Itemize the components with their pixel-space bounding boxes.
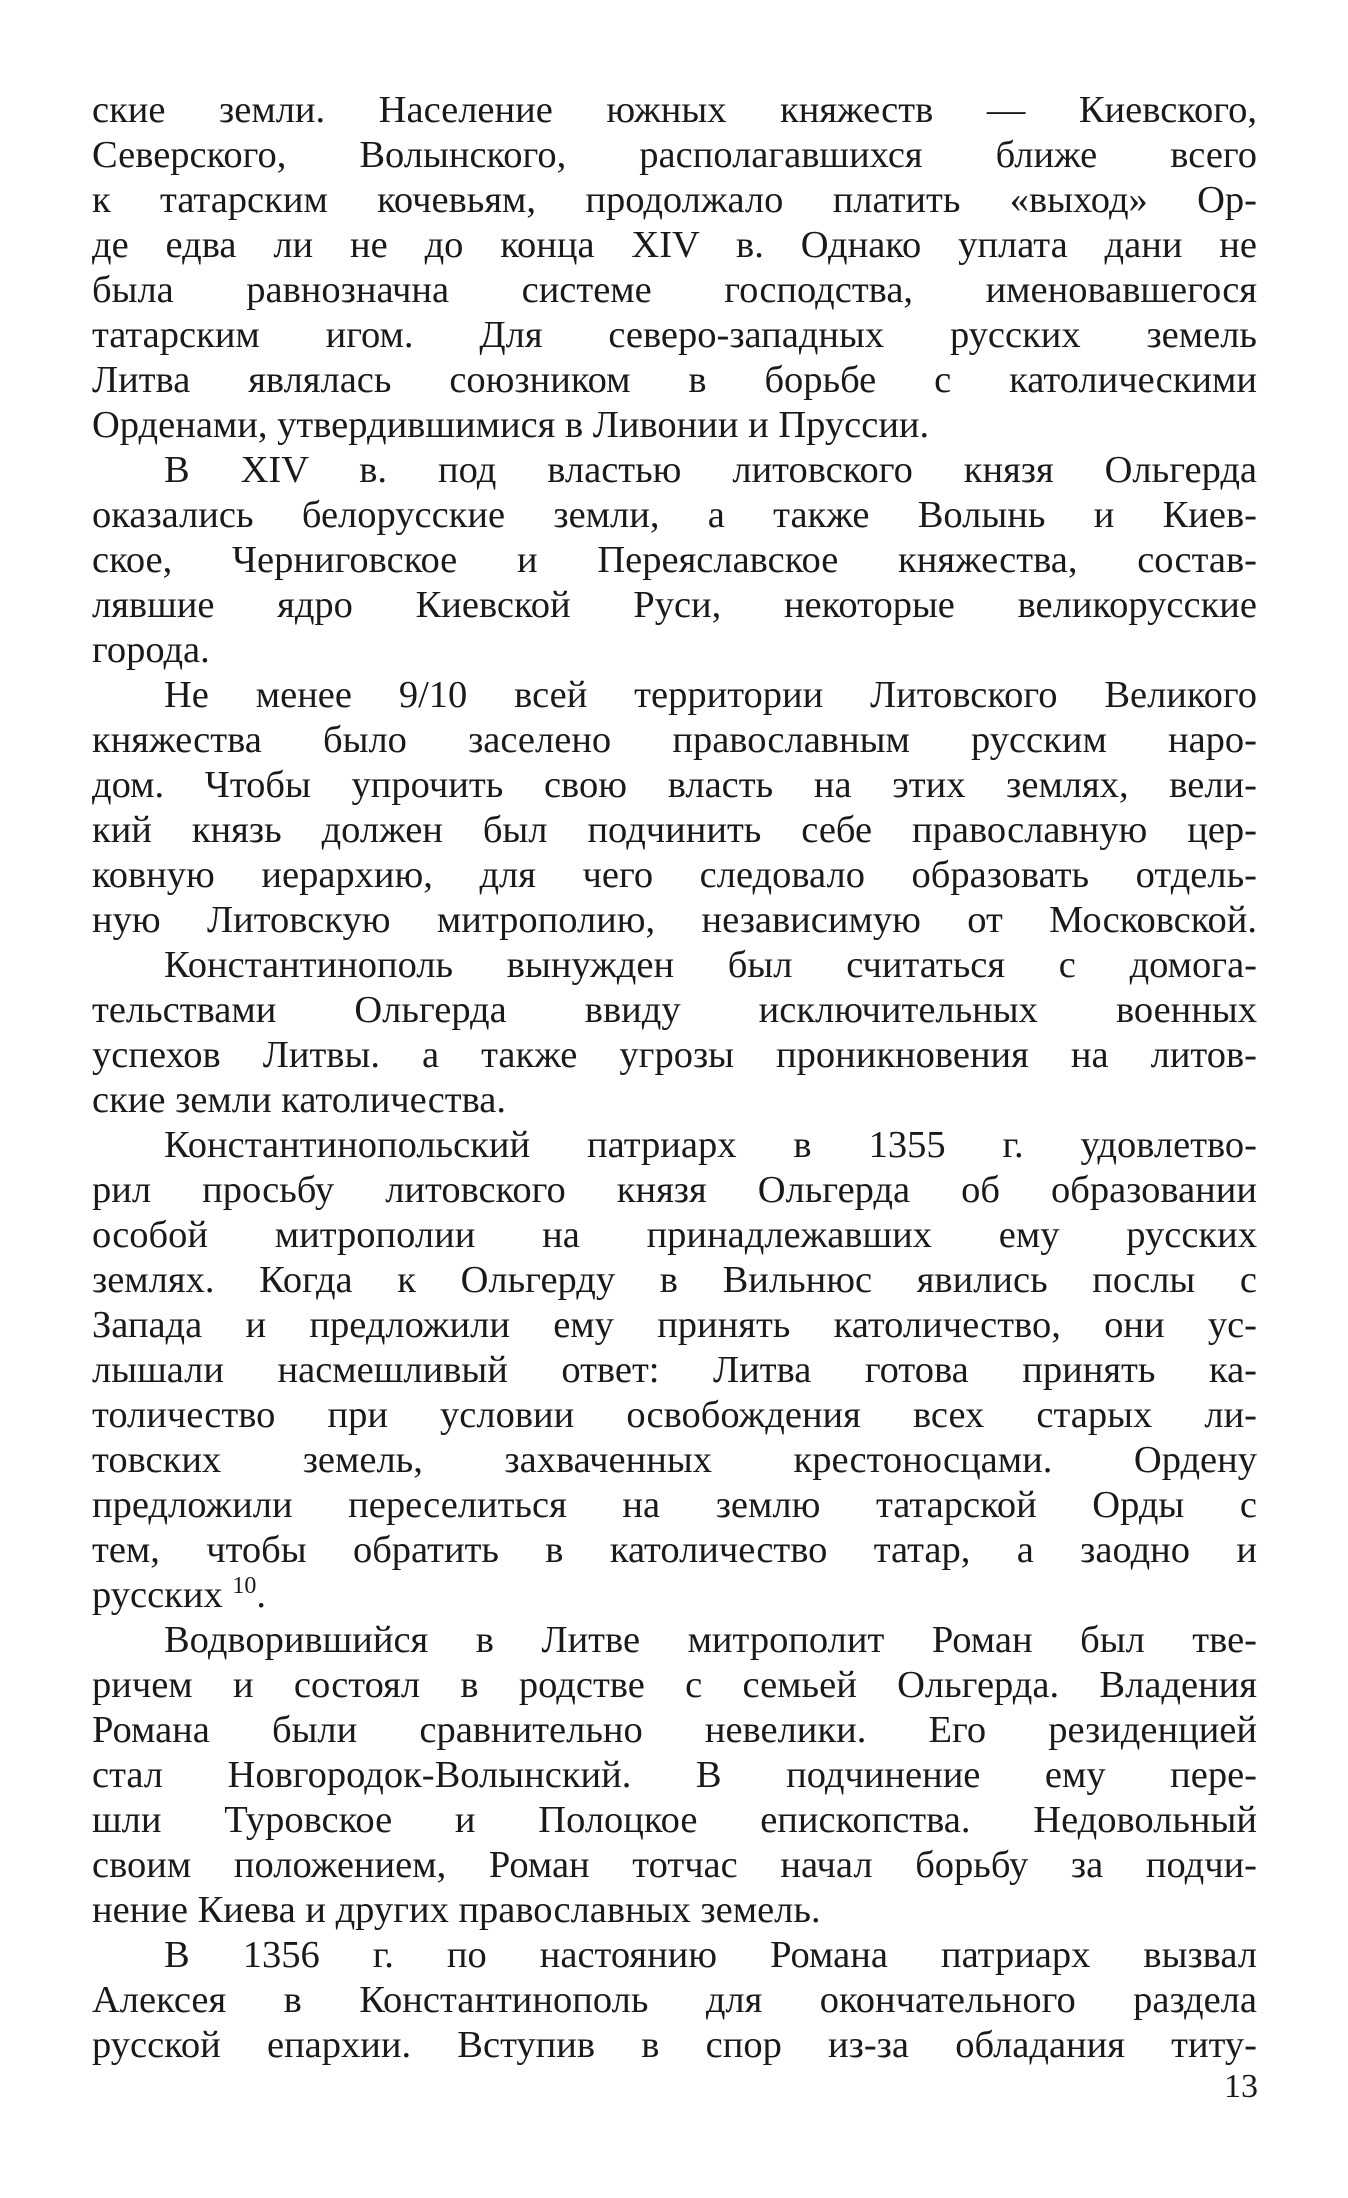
text-line: кий князь должен был подчинить себе православную цер-	[92, 809, 1257, 851]
text-line: толичество при условии освобождения всех старых ли-	[92, 1394, 1257, 1436]
text-line: тельствами Ольгерда ввиду исключительных военных	[92, 989, 1257, 1031]
text-line: успехов Литвы. а также угрозы проникновения на литов-	[92, 1034, 1257, 1076]
text-line: Литва являлась союзником в борьбе с католическими	[92, 359, 1257, 401]
text-line: ковную иерархию, для чего следовало образовать отдель-	[92, 854, 1257, 896]
text-line: рил просьбу литовского князя Ольгерда об образовании	[92, 1169, 1257, 1211]
text-line: татарским игом. Для северо-западных русских земель	[92, 314, 1257, 356]
paragraph-7	[92, 1933, 1257, 2068]
text-line: дом. Чтобы упрочить свою власть на этих землях, вели-	[92, 764, 1257, 806]
text-line: лышали насмешливый ответ: Литва готова принять ка-	[92, 1349, 1257, 1391]
text-line: Алексея в Константинополь для окончательного раздела	[92, 1979, 1257, 2021]
text-line: Константинополь вынужден был считаться с домога-	[164, 944, 1257, 986]
text-line: шли Туровское и Полоцкое епископства. Недовольный	[92, 1799, 1257, 1841]
text-line: княжества было заселено православным русским наро-	[92, 719, 1257, 761]
paragraph-3	[92, 673, 1257, 943]
paragraph-4	[92, 943, 1257, 1123]
text-line: города.	[92, 629, 210, 671]
text-line: русской епархии. Вступив в спор из-за обладания титу-	[92, 2024, 1257, 2066]
text-line: к татарским кочевьям, продолжало платить «выход» Ор-	[92, 179, 1257, 221]
text-line: предложили переселиться на землю татарской Орды с	[92, 1484, 1257, 1526]
paragraph-6	[92, 1618, 1257, 1933]
text-line: Константинопольский патриарх в 1355 г. удовлетво-	[164, 1124, 1257, 1166]
text-line: стал Новгородок-Волынский. В подчинение ему пере-	[92, 1754, 1257, 1796]
paragraph-2	[92, 448, 1257, 673]
text-line: своим положением, Роман тотчас начал борьбу за подчи-	[92, 1844, 1257, 1886]
text-line: тем, чтобы обратить в католичество татар, а заодно и	[92, 1529, 1257, 1571]
text-line: В 1356 г. по настоянию Романа патриарх вызвал	[164, 1934, 1257, 1976]
text-line	[92, 1573, 1257, 1618]
text-line: де едва ли не до конца XIV в. Однако уплата дани не	[92, 224, 1257, 266]
text-line: Романа были сравнительно невелики. Его резиденцией	[92, 1709, 1257, 1751]
text-line: особой митрополии на принадлежавших ему русских	[92, 1214, 1257, 1256]
text-line: нение Киева и других православных земель.	[92, 1889, 821, 1931]
text-line: Запада и предложили ему принять католичество, они ус-	[92, 1304, 1257, 1346]
paragraph-5	[92, 1123, 1257, 1618]
page-number: 13	[1224, 2068, 1258, 2105]
text-line: Северского, Волынского, располагавшихся ближе всего	[92, 134, 1257, 176]
text-line: ские земли. Население южных княжеств — Киевского,	[92, 89, 1257, 131]
footnote-marker: 10	[232, 1573, 257, 1600]
text-line: Орденами, утвердившимися в Ливонии и Пруссии.	[92, 404, 930, 446]
text-line: Водворившийся в Литве митрополит Роман был тве-	[164, 1619, 1257, 1661]
text-line: ское, Черниговское и Переяславское княжества, состав-	[92, 539, 1257, 581]
text-line: ричем и состоял в родстве с семьей Ольгерда. Владения	[92, 1664, 1257, 1706]
text-line: ские земли католичества.	[92, 1079, 507, 1121]
text-line: была равнозначна системе господства, именовавшегося	[92, 269, 1257, 311]
text-line: ную Литовскую митрополию, независимую от Московской.	[92, 899, 1257, 941]
text-line: В XIV в. под властью литовского князя Ольгерда	[164, 449, 1257, 491]
text-line: землях. Когда к Ольгерду в Вильнюс явились послы с	[92, 1259, 1257, 1301]
text-line: лявшие ядро Киевской Руси, некоторые великорусские	[92, 584, 1257, 626]
page-text	[92, 88, 1257, 2068]
text-line: товских земель, захваченных крестоносцами. Ордену	[92, 1439, 1257, 1481]
text-fragment: .	[256, 1574, 266, 1616]
text-line: оказались белорусские земли, а также Волынь и Киев-	[92, 494, 1257, 536]
paragraph-1	[92, 88, 1257, 448]
text-fragment: русских	[92, 1574, 223, 1616]
text-line: Не менее 9/10 всей территории Литовского Великого	[164, 674, 1257, 716]
